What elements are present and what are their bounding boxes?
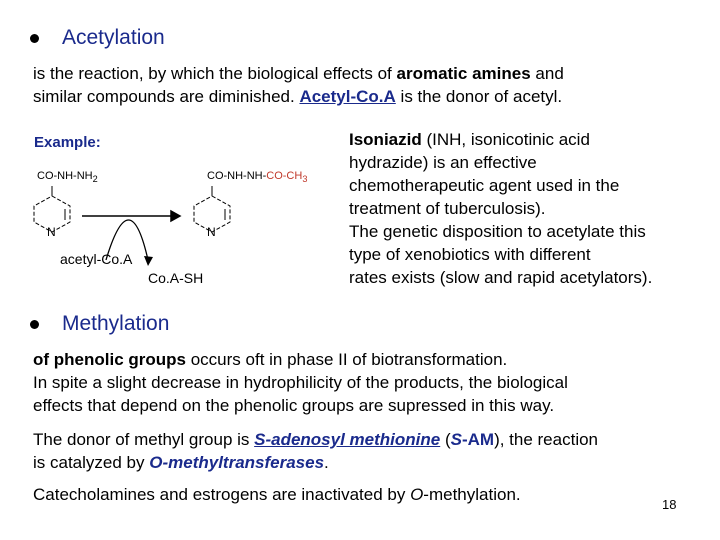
- curved-arrow-head: [144, 256, 153, 266]
- donor-text: ), the reaction: [494, 430, 599, 449]
- reactant-formula-sub: 2: [92, 174, 98, 185]
- sam-term: S-adenosyl methionine: [254, 430, 441, 449]
- o-methyltransferases-term: O-methyltransferases: [149, 453, 325, 472]
- intro-text: similar compounds are diminished.: [33, 87, 300, 106]
- sam-abbrev-am: -AM: [461, 430, 495, 449]
- intro-text: is the donor of acetyl.: [395, 87, 563, 106]
- catecholamines-text: -methylation.: [423, 485, 521, 504]
- methylation-paragraph: [33, 348, 713, 417]
- sam-abbrev-s: S: [450, 430, 462, 449]
- heading-acetylation: Acetylation: [62, 26, 165, 49]
- isoniazid-term: Isoniazid: [349, 130, 422, 149]
- isoniazid-line: rates exists (slow and rapid acetylators).: [349, 268, 653, 287]
- bullet-methylation: [30, 320, 39, 329]
- acetyl-coa-term: Acetyl-Co.A: [299, 87, 396, 106]
- reactant-formula-text: CO-NH-NH: [37, 170, 93, 182]
- isoniazid-line: (INH, isonicotinic acid: [421, 130, 590, 149]
- donor-text: (: [440, 430, 451, 449]
- donor-text: is catalyzed by: [33, 453, 150, 472]
- reagent-acetyl-coa: acetyl-Co.A: [60, 251, 133, 267]
- catecholamines-line: [33, 483, 673, 506]
- example-label: Example:: [34, 134, 101, 151]
- isoniazid-line: chemotherapeutic agent used in the: [349, 176, 620, 195]
- byproduct-coa-sh: Co.A-SH: [148, 270, 204, 286]
- ring-n-left: N: [47, 225, 56, 239]
- product-formula-sub: 3: [302, 174, 308, 185]
- isoniazid-line: The genetic disposition to acetylate this: [349, 222, 646, 241]
- methylation-text: effects that depend on the phenolic groups are supressed in this way.: [33, 396, 555, 415]
- product-acetyl-group: CO-CH: [266, 170, 303, 182]
- intro-text: and: [530, 64, 564, 83]
- isoniazid-paragraph: [349, 128, 714, 289]
- methylation-text: occurs oft in phase II of biotransformation.: [186, 350, 508, 369]
- aromatic-amines-term: aromatic amines: [396, 64, 531, 83]
- donor-text: The donor of methyl group is: [33, 430, 255, 449]
- isoniazid-line: treatment of tuberculosis).: [349, 199, 546, 218]
- heading-methylation: Methylation: [62, 312, 170, 335]
- reaction-arrow: [82, 211, 180, 221]
- page-number: 18: [662, 497, 677, 512]
- product-formula-text: CO-NH-NH-: [207, 170, 267, 182]
- acetylation-intro: [33, 62, 713, 108]
- donor-text: .: [324, 453, 329, 472]
- catecholamines-text: Catecholamines and estrogens are inactivated by: [33, 485, 411, 504]
- methylation-text: In spite a slight decrease in hydrophilicity of the products, the biological: [33, 373, 568, 392]
- isoniazid-line: hydrazide) is an effective: [349, 153, 537, 172]
- intro-text: is the reaction, by which the biological effects of: [33, 64, 397, 83]
- methyl-donor-paragraph: [33, 428, 713, 474]
- isoniazid-line: type of xenobiotics with different: [349, 245, 591, 264]
- phenolic-groups-term: of phenolic groups: [33, 350, 186, 369]
- o-italic: O: [410, 485, 424, 504]
- bullet-acetylation: [30, 34, 39, 43]
- ring-n-right: N: [207, 225, 216, 239]
